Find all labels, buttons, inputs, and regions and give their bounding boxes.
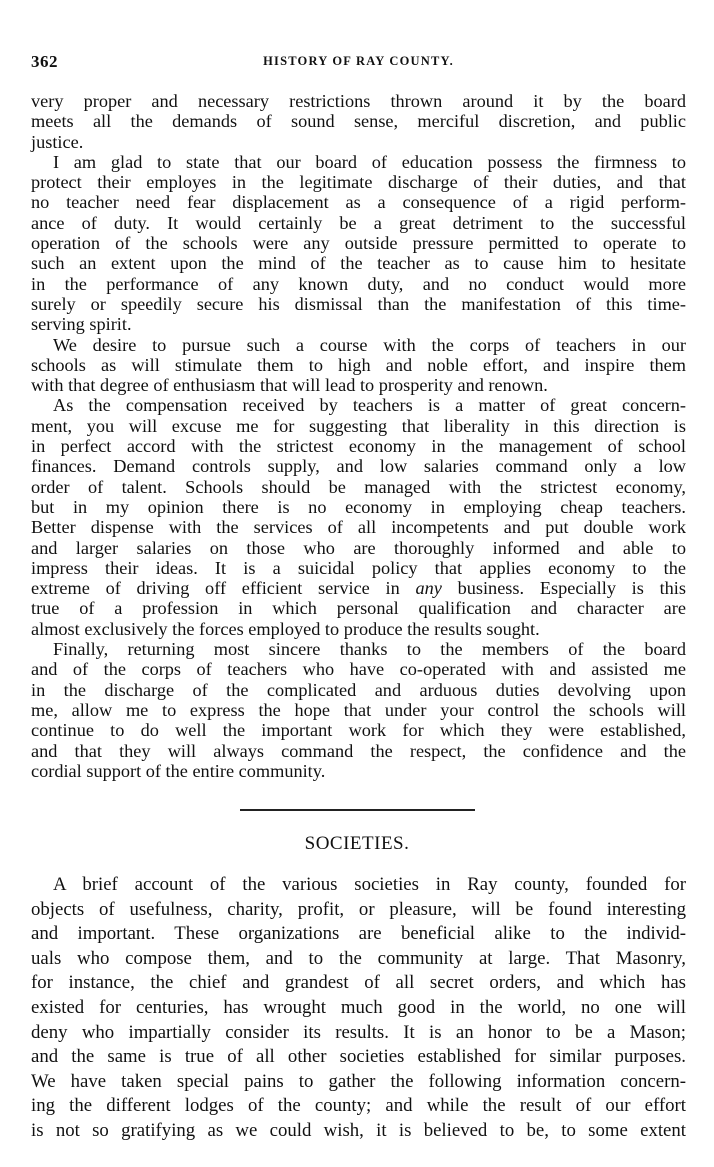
text-line: meets all the demands of sound sense, merciful discretion, and public <box>31 111 686 132</box>
text-line: impress their ideas. It is a suicidal policy that applies economy to the <box>31 557 686 578</box>
text-line <box>31 578 686 598</box>
text-line: As the compensation received by teachers is a matter of great concern- <box>53 395 686 416</box>
text-line: finances. Demand controls supply, and low salaries command only a low <box>31 456 686 477</box>
text-line: serving spirit. <box>31 314 132 335</box>
text-line: objects of usefulness, charity, profit, or pleasure, will be found interesting <box>31 898 686 920</box>
text-line: deny who impartially consider its results. It is an honor to be a Mason; <box>31 1021 686 1043</box>
running-title: HISTORY OF RAY COUNTY. <box>263 54 454 68</box>
text-line: no teacher need fear displacement as a consequence of a rigid perform- <box>31 192 686 213</box>
text-line: and larger salaries on those who are thoroughly informed and able to <box>31 537 686 558</box>
text-line: in the performance of any known duty, and no conduct would more <box>31 273 686 294</box>
text-line: cordial support of the entire community. <box>31 760 326 781</box>
text-line: justice. <box>31 131 84 152</box>
text-line: surely or speedily secure his dismissal than the manifestation of this time- <box>31 293 686 314</box>
text-line: We have taken special pains to gather the following information concern- <box>31 1070 686 1092</box>
text-line: such an extent upon the mind of the teacher as to cause him to hesitate <box>31 253 686 274</box>
text-segment: business. Especially is this <box>441 578 686 599</box>
page-header <box>31 52 686 74</box>
text-line: ment, you will excuse me for suggesting that liberality in this direction is <box>31 415 686 436</box>
text-line: Better dispense with the services of all incompetents and put double work <box>31 517 686 538</box>
text-line: and of the corps of teachers who have co-operated with and assisted me <box>31 659 686 680</box>
body-text-school-report <box>31 91 686 781</box>
text-line: ing the different lodges of the county; and while the result of our effort <box>31 1095 686 1117</box>
text-line: for instance, the chief and grandest of all secret orders, and which has <box>31 972 686 994</box>
text-line: existed for centuries, has wrought much good in the world, no one will <box>31 996 686 1018</box>
text-segment: extreme of driving off efficient service in <box>31 578 400 599</box>
text-line: and the same is true of all other societies established for similar purposes. <box>31 1046 686 1068</box>
text-line: continue to do well the important work for which they were established, <box>31 720 686 741</box>
text-line: schools as will stimulate them to high and noble effort, and inspire them <box>31 354 686 375</box>
text-line: very proper and necessary restrictions thrown around it by the board <box>31 91 686 111</box>
text-line: protect their employes in the legitimate discharge of their duties, and that <box>31 172 686 193</box>
text-line: We desire to pursue such a course with the corps of teachers in our <box>53 334 686 355</box>
text-line: uals who compose them, and to the community at large. That Masonry, <box>31 947 686 969</box>
text-line: is not so gratifying as we could wish, it is believed to be, to some extent <box>31 1119 686 1141</box>
page-number: 362 <box>31 52 58 71</box>
text-line: A brief account of the various societies in Ray county, founded for <box>53 874 686 895</box>
section-heading: SOCIETIES. <box>304 833 410 854</box>
text-line: operation of the schools were any outside pressure permitted to operate to <box>31 233 686 254</box>
text-line: and important. These organizations are beneficial alike to the individ- <box>31 923 686 945</box>
text-line: ance of duty. It would certainly be a great detriment to the successful <box>31 212 686 233</box>
italic-word: any <box>415 578 442 599</box>
text-line: but in my opinion there is no economy in employing cheap teachers. <box>31 496 686 517</box>
text-line: true of a profession in which personal qualification and character are <box>31 598 686 619</box>
text-line: in the discharge of the complicated and arduous duties devolving upon <box>31 679 686 700</box>
text-line: and that they will always command the respect, the confidence and the <box>31 740 686 761</box>
text-line: me, allow me to express the hope that under your control the schools will <box>31 699 686 720</box>
section-divider <box>240 809 475 811</box>
text-line: Finally, returning most sincere thanks to the members of the board <box>53 639 686 660</box>
body-text-societies <box>31 873 686 1144</box>
text-line: I am glad to state that our board of education possess the firmness to <box>53 151 686 172</box>
text-line: with that degree of enthusiasm that will lead to prosperity and renown. <box>31 375 548 396</box>
text-line: almost exclusively the forces employed to produce the results sought. <box>31 618 540 639</box>
text-line: order of talent. Schools should be managed with the strictest economy, <box>31 476 686 497</box>
text-line: in perfect accord with the strictest economy in the management of school <box>31 436 686 457</box>
